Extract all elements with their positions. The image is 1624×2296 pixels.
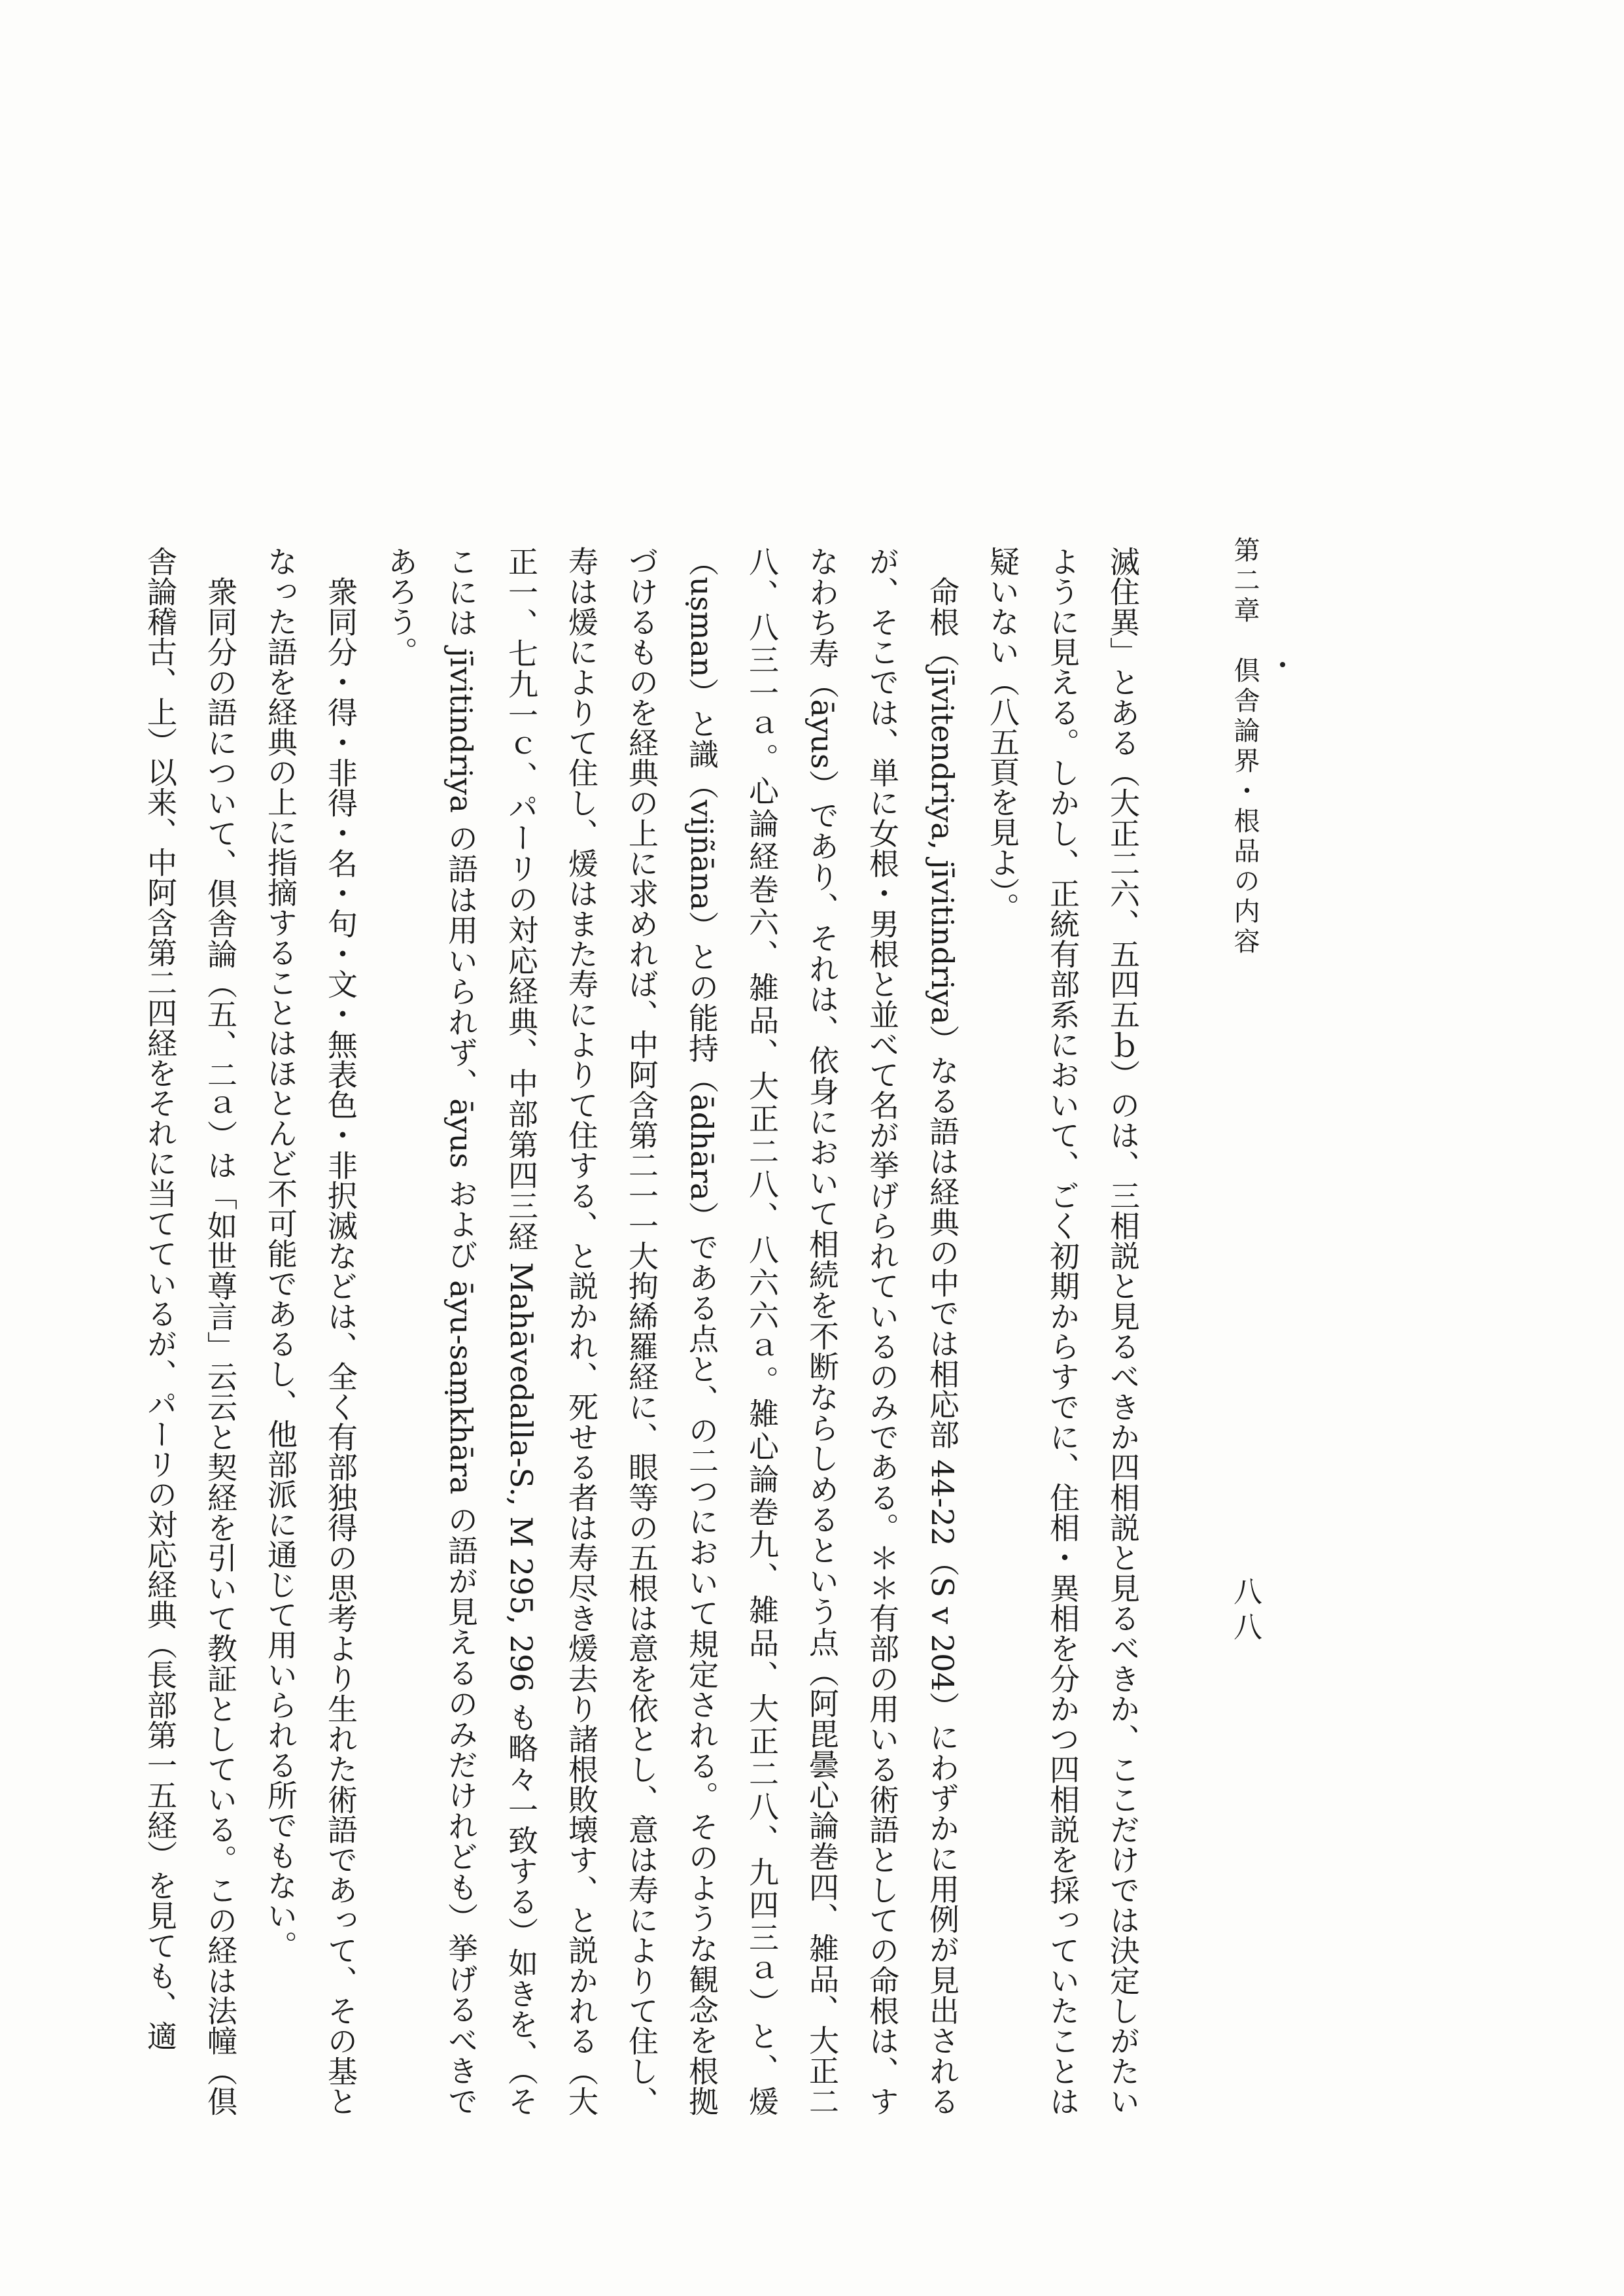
paragraph-4: 衆同分の語について、倶舎論（五、二ａ）は「如世尊言」云云と契経を引いて教証としている。この経は法幢（倶舎論稽古、上）以来、中阿含第二四経をそれに当てているが、パーリの対応経典（長部第一五経）を見ても、適: [143, 546, 238, 2116]
page-number: 八八: [1228, 1576, 1262, 1647]
body-text: [143, 546, 1153, 2117]
paragraph-3: 衆同分・得・非得・名・句・文・無表色・非択滅などは、全く有部独得の思考より生れた術語であって、その基となった語を経典の上に指摘することはほとんど不可能であるし、他部派に通じて用いられる所でもない。: [263, 546, 358, 2116]
paragraph-2: 命根（jīvitendriya, jīvitindriya）なる語は経典の中では相応部 44-22（S v 204）にわずかに用例が見出されるが、そこでは、単に女根・男根と並べて名が挙げられているのみである。＊＊有部の用いる術語としての命根は、すなわち寿（āyus）であり、それは、依身において相続を不断ならしめるという点（阿毘曇心論巻四、雑品、大正二八、八三一ａ。心論経巻六、雑品、大正二八、八六六ａ。雑心論巻九、雑品、大正二八、九四三ａ）と、煖（uṣman）と識（vijñāna）との能持（ādhāra）である点と、の二つにおいて規定される。そのような観念を根拠づけるものを経典の上に求めれば、中阿含第二一一大拘絺羅経に、眼等の五根は意を依とし、意は寿によりて住し、寿は煖によりて住し、煖はまた寿によりて住する、と説かれ、死せる者は寿尽き煖去り諸根敗壊す、と説かれる（大正一、七九一ｃ、パーリの対応経典、中部第四三経 Mahāvedalla-S., M 295, 296 も略々一致する）如きを、（そこには jīvitindriya の語は用いられず、āyus および āyu-saṃkhāra の語が見えるのみだけれども）挙げるべきであろう。: [383, 546, 960, 2117]
ink-dot: [1280, 662, 1285, 667]
paragraph-1: 滅住異」とある（大正二六、五四五ｂ）のは、三相説と見るべきか四相説と見るべきか、ここだけでは決定しがたいように見える。しかし、正統有部系において、ごく初期からすでに、住相・異相を分かつ四相説を採っていたことは疑いない（八五頁を見よ）。: [985, 546, 1141, 2116]
running-head: 第二章 倶舎論界・根品の内容: [1230, 536, 1260, 958]
